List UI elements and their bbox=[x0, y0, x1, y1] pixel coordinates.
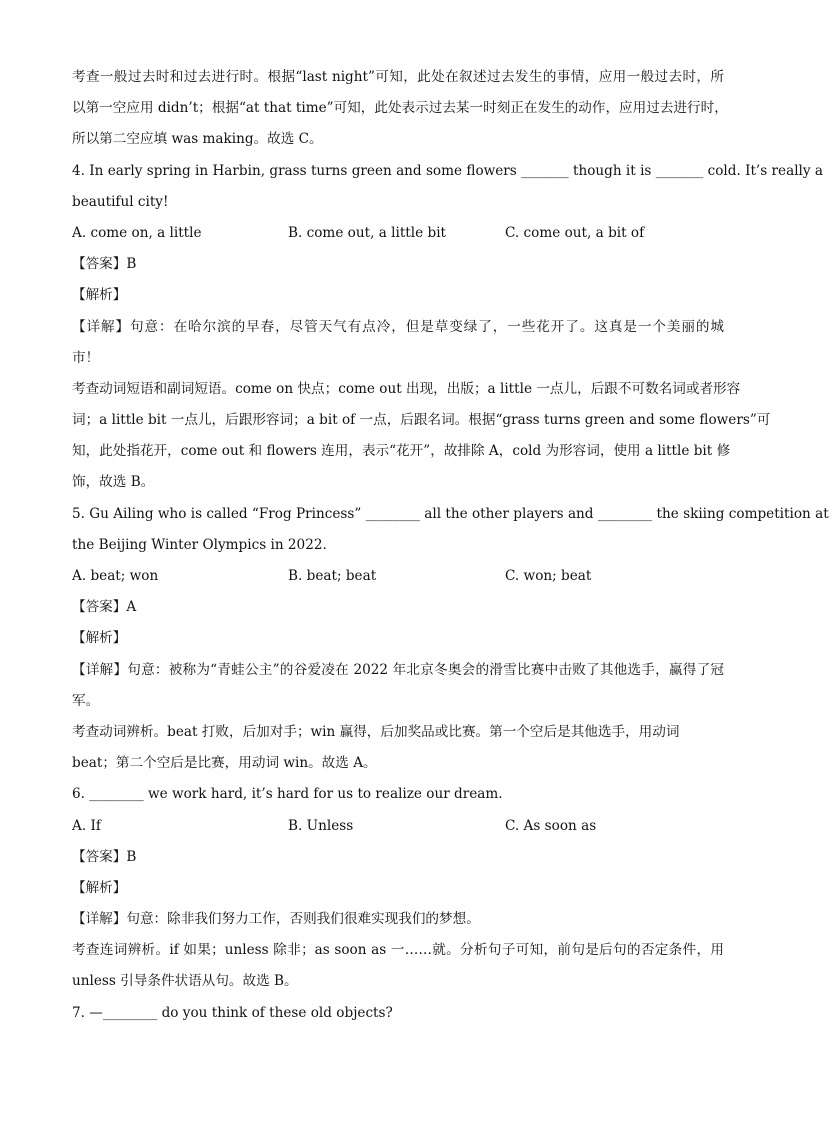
option-b: B. Unless bbox=[288, 817, 354, 834]
option-c: C. As soon as bbox=[505, 817, 597, 834]
detail-line: 市！ bbox=[72, 349, 100, 366]
answer-label: 【答案】B bbox=[72, 848, 137, 865]
question-6-stem: 6. ________ we work hard, it’s hard for us to realize our dream. bbox=[72, 786, 503, 803]
question-5-stem-cont: the Beijing Winter Olympics in 2022. bbox=[72, 536, 327, 553]
paragraph-line: 所以第二空应填 was making。故选 C。 bbox=[72, 131, 323, 148]
analysis-label: 【解析】 bbox=[72, 879, 127, 896]
option-b: B. beat; beat bbox=[288, 568, 377, 584]
detail-line: beat；第二个空后是比赛，用动词 win。故选 A。 bbox=[72, 755, 377, 772]
option-a: A. If bbox=[72, 817, 101, 834]
detail-line: 饰，故选 B。 bbox=[72, 474, 155, 491]
question-7-stem: 7. —________ do you think of these old objects? bbox=[72, 1004, 393, 1021]
paragraph-line: 考查一般过去时和过去进行时。根据“last night”可知，此处在叙述过去发生的事情，应用一般过去时，所 bbox=[72, 69, 724, 85]
option-a: A. come on, a little bbox=[72, 224, 202, 241]
question-4-stem-cont: beautiful city! bbox=[72, 193, 169, 210]
option-a: A. beat; won bbox=[72, 568, 159, 584]
detail-line: 【详解】句意：在哈尔滨的早春，尽管天气有点冷，但是草变绿了，一些花开了。这真是一个美丽的城 bbox=[72, 318, 724, 335]
detail-line: 考查动词短语和副词短语。come on 快点；come out 出现，出版；a little 一点儿，后跟不可数名词或者形容 bbox=[72, 380, 741, 397]
detail-line: 军。 bbox=[72, 692, 100, 709]
answer-label: 【答案】A bbox=[72, 599, 137, 616]
detail-line: 考查动词辨析。beat 打败，后加对手；win 赢得，后加奖品或比赛。第一个空后是其他选手，用动词 bbox=[72, 723, 680, 740]
paragraph-line: 以第一空应用 didn’t；根据“at that time”可知，此处表示过去某一时刻正在发生的动作，应用过去进行时， bbox=[72, 100, 728, 117]
detail-line: unless 引导条件状语从句。故选 B。 bbox=[72, 973, 298, 990]
answer-label: 【答案】B bbox=[72, 256, 137, 273]
detail-line: 【详解】句意：除非我们努力工作，否则我们很难实现我们的梦想。 bbox=[72, 911, 480, 928]
detail-line: 知，此处指花开，come out 和 flowers 连用，表示“花开”，故排除 A，cold 为形容词，使用 a little bit 修 bbox=[72, 443, 731, 460]
option-c: C. come out, a bit of bbox=[505, 224, 645, 241]
detail-line: 考查连词辨析。if 如果；unless 除非；as soon as 一……就。分析句子可知，前句是后句的否定条件，用 bbox=[72, 942, 724, 959]
question-5-stem: 5. Gu Ailing who is called “Frog Princess” ________ all the other players and ________ the skiing competition at bbox=[72, 505, 829, 522]
analysis-label: 【解析】 bbox=[72, 287, 127, 304]
analysis-label: 【解析】 bbox=[72, 630, 127, 647]
question-5-options bbox=[72, 561, 724, 592]
question-6-options bbox=[72, 811, 724, 842]
option-c: C. won; beat bbox=[505, 568, 592, 584]
question-4-stem: 4. In early spring in Harbin, grass turns green and some flowers _______ though it is _______ cold. It’s really a bbox=[72, 162, 823, 179]
detail-line: 词；a little bit 一点儿，后跟形容词；a bit of 一点，后跟名词。根据“grass turns green and some flowers”可 bbox=[72, 412, 771, 429]
detail-line: 【详解】句意：被称为“青蛙公主”的谷爱凌在 2022 年北京冬奥会的滑雪比赛中击败了其他选手，赢得了冠 bbox=[72, 661, 724, 678]
document-page bbox=[72, 62, 829, 1029]
option-b: B. come out, a little bit bbox=[288, 224, 447, 241]
question-4-options bbox=[72, 218, 724, 249]
